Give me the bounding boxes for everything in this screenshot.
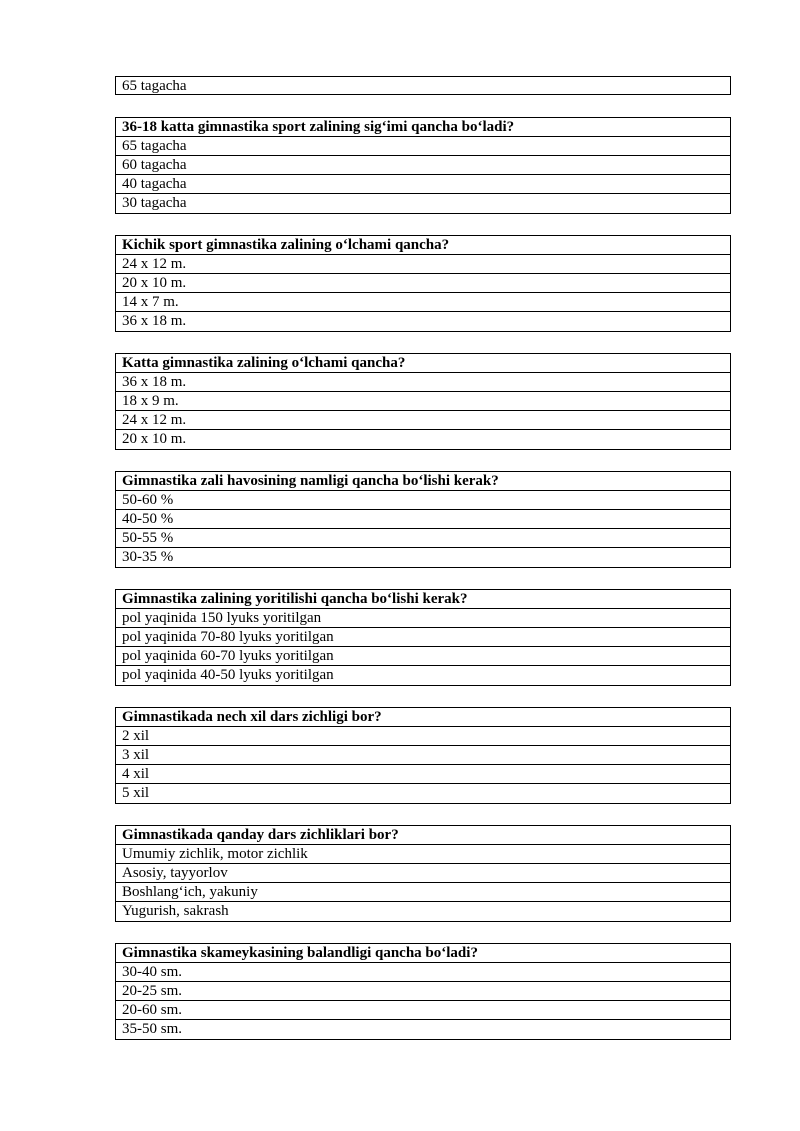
answer-option: 20-25 sm. xyxy=(116,982,730,1001)
question-table xyxy=(115,589,731,686)
question-table xyxy=(115,943,731,1040)
question-table xyxy=(115,471,731,568)
answer-option: Yugurish, sakrash xyxy=(122,903,229,919)
question-text: Gimnastika zalining yoritilishi qancha bo‘lishi kerak? xyxy=(116,590,730,609)
answer-option: 20-60 sm. xyxy=(116,1001,730,1020)
answer-option: 50-60 % xyxy=(116,491,730,510)
question-text: Gimnastikada nech xil dars zichligi bor? xyxy=(116,708,730,727)
answer-option: 14 x 7 m. xyxy=(116,293,730,312)
answer-option: 24 x 12 m. xyxy=(116,255,730,274)
question-table xyxy=(115,235,731,332)
answer-option: Boshlang‘ich, yakuniy xyxy=(116,883,730,902)
document-page xyxy=(115,76,731,1061)
answer-option: 4 xil xyxy=(116,765,730,784)
question-table xyxy=(115,117,731,214)
answer-option: 65 tagacha xyxy=(116,137,730,156)
answer-option: 5 xil xyxy=(122,785,150,801)
question-text: Kichik sport gimnastika zalining o‘lchami qancha? xyxy=(116,236,730,255)
question-list xyxy=(115,117,731,1040)
answer-option: 20 x 10 m. xyxy=(116,274,730,293)
answer-option: 36 x 18 m. xyxy=(116,373,730,392)
answer-option: 18 x 9 m. xyxy=(116,392,730,411)
question-text: Gimnastika zali havosining namligi qancha bo‘lishi kerak? xyxy=(116,472,730,491)
question-text: Katta gimnastika zalining o‘lchami qancha? xyxy=(116,354,730,373)
answer-option: 36 x 18 m. xyxy=(122,313,187,329)
question-table xyxy=(115,825,731,922)
answer-option: 2 xil xyxy=(116,727,730,746)
answer-option: 50-55 % xyxy=(116,529,730,548)
previous-answer-row: 65 tagacha xyxy=(115,76,731,95)
answer-option: 30-40 sm. xyxy=(116,963,730,982)
answer-option: pol yaqinida 150 lyuks yoritilgan xyxy=(116,609,730,628)
question-table xyxy=(115,353,731,450)
answer-option: 35-50 sm. xyxy=(122,1021,182,1037)
question-text: Gimnastikada qanday dars zichliklari bor? xyxy=(116,826,730,845)
question-text: Gimnastika skameykasining balandligi qancha bo‘ladi? xyxy=(116,944,730,963)
answer-option: 40 tagacha xyxy=(116,175,730,194)
answer-option: pol yaqinida 40-50 lyuks yoritilgan xyxy=(122,667,334,683)
question-table xyxy=(115,707,731,804)
answer-option: pol yaqinida 70-80 lyuks yoritilgan xyxy=(116,628,730,647)
answer-option: 40-50 % xyxy=(116,510,730,529)
answer-option: Asosiy, tayyorlov xyxy=(116,864,730,883)
answer-option: 60 tagacha xyxy=(116,156,730,175)
answer-option: 3 xil xyxy=(116,746,730,765)
answer-option: pol yaqinida 60-70 lyuks yoritilgan xyxy=(116,647,730,666)
answer-option: 30-35 % xyxy=(122,549,174,565)
answer-option: 24 x 12 m. xyxy=(116,411,730,430)
answer-option: 30 tagacha xyxy=(122,195,187,211)
answer-option: 20 x 10 m. xyxy=(122,431,187,447)
answer-option: Umumiy zichlik, motor zichlik xyxy=(116,845,730,864)
question-text: 36-18 katta gimnastika sport zalining sig‘imi qancha bo‘ladi? xyxy=(116,118,730,137)
